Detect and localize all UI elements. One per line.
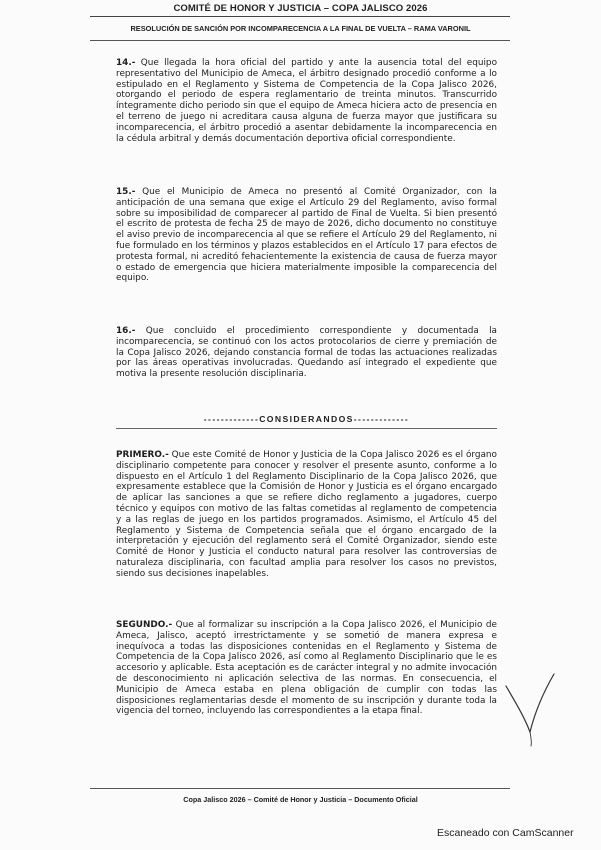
paragraph-text: Que el Municipio de Ameca no presentó al Comité Organizador, con la anticipación de una semana que exige el Artículo 29 del Reglamento, aviso formal sobre su imposibilidad de comparecer al partido de Final de Vuelta. Si bien presentó el escrito de protesta de fecha 25 de mayo de 2026, dicho documento no constituye el aviso previo de incomparecencia al que se refiere el Artículo 29 del Reglamento, ni fue formulado en los términos y plazos establecidos en el Artículo 17 para efectos de protesta formal, ni acreditó fehacientemente la existencia de causa de fuerza mayor o estado de emergencia que hiciera materialmente imposible la comparecencia del equipo. (116, 187, 497, 284)
header-divider-top (90, 16, 510, 17)
paragraph-text: Que este Comité de Honor y Justicia de la Copa Jalisco 2026 es el órgano disciplinario competente para conocer y resolver el presente asunto, conforme a lo dispuesto en el Artículo 1 del Reglamento Disciplinario de la Copa Jalisco 2026, que expresamente establece que la Comisión de Honor y Justicia es el órgano encargado de aplicar las sanciones a que se refiere dicho reglamento a jugadores, cuerpo técnico y equipos con motivo de las faltas cometidas al reglamento de competencia y a las reglas de juego en los partidos programados. Asimismo, el Artículo 45 del Reglamento y Sistema de Competencia señala que el órgano encargado de la interpretación y ejecución del reglamento será el Comité Organizador, siendo este Comité de Honor y Justicia el conducto natural para resolver las controversias de naturaleza disciplinaria, con facultad amplia para resolver los casos no previstos, siendo sus decisiones inapelables. (116, 450, 497, 579)
footer-divider (90, 788, 510, 789)
paragraph-text: Que llegada la hora oficial del partido y ante la ausencia total del equipo representativo del Municipio de Ameca, el árbitro designado procedió conforme a lo estipulado en el Reglamento y Sistema de Competencia de la Copa Jalisco 2026, otorgando el periodo de espera reglamentario de treinta minutos. Transcurrido íntegramente dicho periodo sin que el equipo de Ameca hiciera acto de presencia en el terreno de juego ni acreditara causa alguna de fuerza mayor que justificara su incomparecencia, el árbitro procedió a asentar debidamente la incomparecencia en la cédula arbitral y demás documentación deportiva oficial correspondiente. (116, 58, 497, 144)
paragraph-label: 16.- (116, 326, 136, 336)
scanner-watermark: Escaneado con CamScanner (437, 827, 574, 839)
paragraph-16 (116, 326, 497, 380)
paragraph-label: SEGUNDO.- (116, 620, 173, 630)
handwritten-signature-icon (500, 668, 560, 748)
paragraph-text: Que concluido el procedimiento correspondiente y documentada la incomparecencia, se continuó con los actos protocolarios de cierre y premiación de la Copa Jalisco 2026, dejando constancia formal de todas las actuaciones realizadas por las áreas operativas involucradas. Quedando así integrado el expediente que motiva la presente resolución disciplinaria. (116, 326, 497, 380)
paragraph-segundo (116, 620, 497, 717)
header-subtitle: RESOLUCIÓN DE SANCIÓN POR INCOMPARECENCIA A LA FINAL DE VUELTA – RAMA VARONIL (130, 24, 471, 33)
paragraph-label: PRIMERO.- (116, 450, 169, 460)
section-divider (116, 428, 497, 429)
paragraph-primero (116, 450, 497, 580)
paragraph-14 (116, 58, 497, 144)
paragraph-text: Que al formalizar su inscripción a la Copa Jalisco 2026, el Municipio de Ameca, Jalisco, aceptó irrestrictamente y se sometió de manera expresa e inequívoca a todas las disposiciones contenidas en el Reglamento y Sistema de Competencia de la Copa Jalisco 2026, así como al Reglamento Disciplinario que le es accesorio y aplicable. Esta aceptación es de carácter integral y no admite invocación de desconocimiento ni aplicación selectiva de las normas. En consecuencia, el Municipio de Ameca estaba en plena obligación de cumplir con todas las disposiciones reglamentarias desde el momento de su inscripción y durante toda la vigencia del torneo, incluyendo las correspondientes a la etapa final. (116, 620, 497, 717)
paragraph-label: 14.- (116, 58, 136, 68)
header-divider-bottom (90, 40, 510, 41)
footer-text: Copa Jalisco 2026 – Comité de Honor y Justicia – Documento Oficial (183, 795, 418, 804)
paragraph-label: 15.- (116, 187, 136, 197)
header-title: COMITÉ DE HONOR Y JUSTICIA – COPA JALISCO 2026 (173, 3, 428, 14)
section-heading-considerandos: -------------CONSIDERANDOS------------- (203, 414, 410, 424)
paragraph-15 (116, 187, 497, 284)
